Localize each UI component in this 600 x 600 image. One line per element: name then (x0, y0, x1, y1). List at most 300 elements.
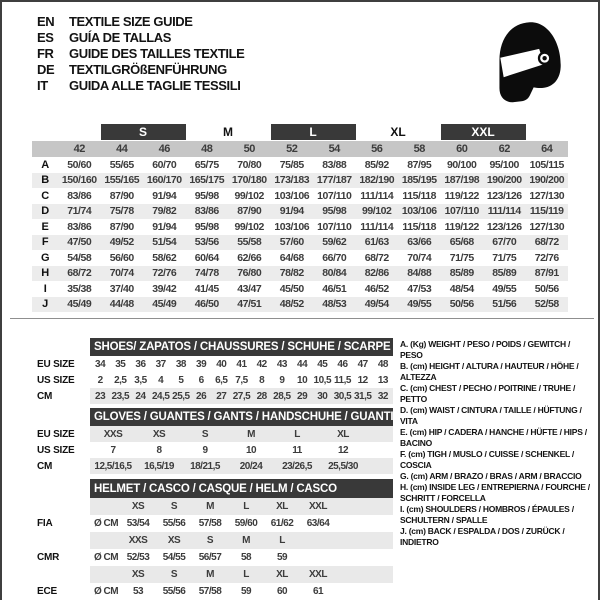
value-cell: 65/75 (194, 158, 219, 171)
row-letter: F (41, 236, 49, 249)
value-cell: 41 (236, 358, 247, 370)
value-cell: 43 (276, 358, 287, 370)
value-cell: 190/200 (486, 174, 522, 187)
helmet-row-labels (37, 498, 89, 600)
value-cell: 107/110 (444, 205, 479, 218)
value-cell: 54/58 (67, 251, 92, 264)
table-row (32, 235, 568, 251)
row-label: US SIZE (37, 374, 75, 386)
value-cell: 7,5 (235, 374, 248, 386)
size-header-cell: 48 (201, 143, 213, 155)
section-divider (10, 318, 594, 319)
table-row (32, 219, 568, 235)
value-cell: 71/74 (67, 205, 92, 218)
value-cell: 111/114 (360, 220, 394, 233)
size-header-cell: 46 (158, 143, 170, 155)
gloves-table-title: GLOVES / GUANTES / GANTS / HANDSCHUHE / GUANTI (90, 408, 393, 426)
value-cell: 9 (202, 444, 208, 456)
value-cell: 60/70 (152, 158, 177, 171)
table-row (32, 281, 568, 297)
row-letter: E (41, 220, 49, 233)
size-group-m: M (223, 125, 233, 139)
value-cell: 26 (196, 390, 207, 402)
value-cell: 37/40 (109, 282, 134, 295)
value-cell: 58/62 (152, 251, 177, 264)
table-row (90, 458, 393, 474)
language-row (37, 61, 244, 77)
value-cell: 48 (377, 358, 388, 370)
value-cell: 30,5 (333, 390, 352, 402)
value-cell: M (247, 428, 255, 440)
value-cell: 127/130 (529, 220, 565, 233)
legend-item: E. (cm) HIP / CADERA / HANCHE / HÜFTE / HIPS / BACINO (400, 427, 587, 448)
value-cell: 70/74 (109, 267, 134, 280)
value-cell: 119/122 (444, 220, 479, 233)
legend-item: B. (cm) HEIGHT / ALTURA / HAUTEUR / HÖHE / ALTEZZA (400, 361, 579, 382)
size-header-cell: S (206, 535, 214, 546)
shoes-row-labels (37, 356, 89, 404)
value-cell: 6 (198, 374, 204, 386)
value-cell: 75/78 (109, 205, 134, 218)
value-cell: 72/76 (534, 251, 559, 264)
value-cell: 68/72 (67, 267, 92, 280)
table-row (90, 442, 393, 458)
value-cell: 54/55 (162, 552, 186, 563)
value-cell: 30 (317, 390, 328, 402)
value-cell: 55/65 (109, 158, 134, 171)
language-row (37, 13, 244, 29)
value-cell: 11 (292, 444, 302, 456)
table-row (90, 426, 393, 442)
legend-item: F. (cm) TIGH / MUSLO / CUISSE / SCHENKEL / COSCIA (400, 449, 575, 470)
value-cell: 55/56 (162, 518, 186, 529)
language-title: TEXTILGRÖßENFÜHRUNG (69, 61, 227, 77)
row-label: CM (37, 390, 53, 402)
value-cell: 99/102 (234, 189, 264, 202)
table-row (32, 157, 568, 173)
size-header-cell: 42 (73, 143, 85, 155)
value-cell: 53/56 (194, 236, 219, 249)
value-cell: 7 (110, 444, 116, 456)
measurement-rows (32, 157, 568, 312)
value-cell: 83/86 (67, 220, 92, 233)
size-header-cell: 60 (456, 143, 468, 155)
size-header-cell: M (242, 535, 250, 546)
language-title: GUÍA DE TALLAS (69, 29, 172, 45)
value-cell: 46/51 (322, 282, 347, 295)
value-cell: 99/102 (362, 205, 392, 218)
size-header-cell: 52 (286, 143, 298, 155)
row-label: US SIZE (37, 444, 75, 456)
value-cell: 34 (95, 358, 106, 370)
value-cell: 41/45 (194, 282, 219, 295)
legend-item: D. (cm) WAIST / CINTURA / TAILLE / HÜFTUNG / VITA (400, 405, 582, 426)
value-cell: L (294, 428, 300, 440)
value-cell: 55/58 (237, 236, 262, 249)
value-cell: 91/94 (152, 220, 177, 233)
value-cell: 52/58 (534, 298, 559, 311)
legend-item: C. (cm) CHEST / PECHO / POITRINE / TRUHE / PETTO (400, 383, 576, 404)
gloves-row-labels (37, 426, 89, 474)
value-cell: 50/56 (449, 298, 474, 311)
size-header-cell: XXS (128, 535, 148, 546)
value-cell: 85/89 (449, 267, 474, 280)
value-cell: 56/57 (198, 552, 222, 563)
value-cell: 23/26,5 (282, 460, 312, 472)
language-row (37, 77, 244, 93)
value-cell: 177/187 (316, 174, 352, 187)
helmet-icon (491, 18, 567, 106)
size-header-cell: 44 (116, 143, 128, 155)
value-cell: 91/94 (152, 189, 177, 202)
value-cell: 49/54 (364, 298, 389, 311)
row-letter: C (41, 189, 49, 202)
value-cell: 24,5 (151, 390, 170, 402)
legend-item: A. (Kg) WEIGHT / PESO / POIDS / GEWITCH / PESO (400, 339, 571, 360)
value-cell: 42 (256, 358, 267, 370)
value-cell: 59 (276, 552, 288, 563)
language-code: DE (37, 61, 55, 77)
value-cell: 31,5 (353, 390, 372, 402)
gloves-table (90, 408, 393, 474)
value-cell: 8 (156, 444, 162, 456)
value-cell: 39/42 (152, 282, 177, 295)
value-cell: 103/106 (274, 220, 310, 233)
value-cell: 45/50 (279, 282, 304, 295)
size-header-cell: XS (131, 501, 145, 512)
helmet-size-row (90, 532, 393, 549)
size-header-cell: L (243, 501, 249, 512)
value-cell: 74/78 (194, 267, 219, 280)
shoes-table (90, 338, 393, 404)
value-cell: 95/100 (489, 158, 519, 171)
value-cell: XS (152, 428, 166, 440)
value-cell: 123/126 (486, 189, 522, 202)
textile-size-table (32, 123, 568, 312)
language-code: FR (37, 45, 54, 61)
value-cell: 165/175 (189, 174, 225, 187)
value-cell: 38 (175, 358, 186, 370)
size-header-cell: M (206, 569, 214, 580)
row-letter: B (41, 174, 49, 187)
value-cell: 9 (279, 374, 285, 386)
value-cell: 53 (132, 586, 144, 597)
value-cell: 20/24 (239, 460, 263, 472)
value-cell: 25,5/30 (328, 460, 358, 472)
language-row (37, 29, 244, 45)
size-header-cell: 50 (243, 143, 255, 155)
size-header-cell: 64 (541, 143, 553, 155)
unit-cell: Ø CM (94, 586, 119, 597)
value-cell: 60 (276, 586, 288, 597)
value-cell: 85/89 (492, 267, 517, 280)
size-header-cell: 56 (371, 143, 383, 155)
value-cell: 187/198 (444, 174, 480, 187)
value-cell: 4 (158, 374, 164, 386)
value-cell: 49/55 (492, 282, 517, 295)
value-cell: 27,5 (232, 390, 251, 402)
value-cell: 44/48 (109, 298, 134, 311)
value-cell: 51/54 (152, 236, 177, 249)
value-cell: 44 (297, 358, 308, 370)
row-label: ECE (37, 586, 57, 597)
helmet-table (90, 479, 393, 600)
value-cell: 16,5/19 (144, 460, 174, 472)
value-cell: 127/130 (529, 189, 565, 202)
value-cell: 61 (312, 586, 324, 597)
size-header-cell: XS (131, 569, 145, 580)
language-title-list (37, 13, 244, 93)
value-cell: 46 (337, 358, 348, 370)
language-row (37, 45, 244, 61)
legend-item: H. (cm) INSIDE LEG / ENTREPIERNA / FOURCHE / SCHRITT / FORCELLA (400, 482, 590, 503)
size-header-cell: XXL (309, 501, 327, 512)
size-group-xxl: XXL (441, 124, 526, 140)
value-cell: 70/80 (237, 158, 262, 171)
value-cell: 87/91 (534, 267, 559, 280)
language-code: ES (37, 29, 54, 45)
value-cell: 111/114 (487, 205, 521, 218)
value-cell: 58 (240, 552, 252, 563)
empty-cell (90, 566, 120, 583)
value-cell: 46/52 (364, 282, 389, 295)
table-row (32, 173, 568, 189)
value-cell: 83/88 (322, 158, 347, 171)
corner-cell (32, 141, 58, 157)
value-cell: 8 (259, 374, 265, 386)
value-cell: 55/56 (162, 586, 186, 597)
size-header-cell: XXL (309, 569, 327, 580)
spacer (37, 498, 89, 515)
value-cell: 35/38 (67, 282, 92, 295)
row-letter: A (41, 158, 49, 171)
value-cell: 70/74 (407, 251, 432, 264)
value-cell: 11,5 (334, 374, 351, 386)
value-cell: 18/21,5 (190, 460, 220, 472)
value-cell: 76/80 (237, 267, 262, 280)
value-cell: 47/50 (67, 236, 92, 249)
value-cell: 2 (97, 374, 103, 386)
value-cell: 50/56 (534, 282, 559, 295)
value-cell: 71/75 (492, 251, 517, 264)
value-cell: 115/118 (402, 220, 437, 233)
value-cell: XXS (103, 428, 123, 440)
value-cell: 45/49 (152, 298, 177, 311)
helmet-value-row (90, 583, 393, 600)
value-cell: 87/90 (109, 220, 134, 233)
value-cell: 107/110 (317, 189, 352, 202)
value-cell: 173/183 (274, 174, 310, 187)
value-cell: 43/47 (237, 282, 262, 295)
value-cell: 111/114 (360, 189, 394, 202)
value-cell: 83/86 (67, 189, 92, 202)
size-header-cell: 62 (498, 143, 510, 155)
value-cell: 51/56 (492, 298, 517, 311)
value-cell: 13 (377, 374, 388, 386)
value-cell: 47/51 (237, 298, 262, 311)
value-cell: 85/92 (364, 158, 389, 171)
value-cell: 59 (240, 586, 252, 597)
size-header-cell: L (243, 569, 249, 580)
language-code: IT (37, 77, 48, 93)
value-cell: 63/64 (306, 518, 330, 529)
value-cell: 105/115 (529, 158, 564, 171)
value-cell: 10 (245, 444, 257, 456)
value-cell: 12,5/16,5 (94, 460, 132, 472)
value-cell: 68/72 (364, 251, 389, 264)
value-cell: 2,5 (114, 374, 127, 386)
value-cell: 123/126 (486, 220, 522, 233)
value-cell: 39 (196, 358, 207, 370)
value-cell: 87/90 (237, 205, 262, 218)
language-code: EN (37, 13, 55, 29)
value-cell: XL (337, 428, 349, 440)
value-cell: 5 (178, 374, 184, 386)
table-row (90, 372, 393, 388)
value-cell: 48/54 (449, 282, 474, 295)
unit-cell: Ø CM (94, 518, 119, 529)
size-header-cell (300, 532, 336, 549)
measurement-legend (400, 339, 594, 548)
value-cell: 115/118 (402, 189, 437, 202)
value-cell: 59/62 (322, 236, 347, 249)
helmet-size-row (90, 498, 393, 515)
table-row (32, 204, 568, 220)
language-title: GUIDE DES TAILLES TEXTILE (69, 45, 245, 61)
value-cell (300, 549, 336, 566)
value-cell: 62/66 (237, 251, 262, 264)
row-letter: D (41, 205, 49, 218)
table-row (32, 188, 568, 204)
row-label: EU SIZE (37, 358, 75, 370)
unit-cell: Ø CM (94, 552, 119, 563)
value-cell: 40 (216, 358, 227, 370)
value-cell: 107/110 (317, 220, 352, 233)
value-cell: 35 (115, 358, 126, 370)
value-cell: 155/165 (104, 174, 140, 187)
value-cell: 52/53 (126, 552, 150, 563)
value-cell: 53/54 (126, 518, 150, 529)
value-cell: 66/70 (322, 251, 347, 264)
row-letter: G (40, 251, 50, 264)
size-header-cell: 58 (413, 143, 425, 155)
empty-cell (90, 532, 120, 549)
value-cell: 48/52 (279, 298, 304, 311)
value-cell: 150/160 (61, 174, 97, 187)
value-cell: 190/200 (529, 174, 565, 187)
legend-item: J. (cm) BACK / ESPALDA / DOS / ZURÜCK / INDIETRO (400, 526, 565, 547)
value-cell: 182/190 (359, 174, 395, 187)
size-header-cell: S (170, 501, 178, 512)
value-cell: 103/106 (274, 189, 310, 202)
value-cell: 12 (357, 374, 368, 386)
value-cell: 82/86 (364, 267, 389, 280)
value-cell: 23,5 (111, 390, 130, 402)
value-cell: 84/88 (407, 267, 432, 280)
value-cell: 45 (317, 358, 328, 370)
table-row (32, 250, 568, 266)
legend-item: G. (cm) ARM / BRAZO / BRAS / ARM / BRACCIO (400, 471, 582, 481)
value-cell: 95/98 (194, 220, 219, 233)
size-header-cell: L (279, 535, 285, 546)
value-cell: 61/62 (270, 518, 294, 529)
value-cell: 80/84 (322, 267, 347, 280)
size-group-xl: XL (390, 125, 406, 139)
table-row (32, 266, 568, 282)
shoes-table-title: SHOES/ ZAPATOS / CHAUSSURES / SCHUHE / SCARPE (90, 338, 393, 356)
spacer (37, 566, 89, 583)
value-cell: 28,5 (273, 390, 291, 402)
value-cell: 56/60 (109, 251, 134, 264)
value-cell: 71/75 (449, 251, 474, 264)
value-cell: 79/82 (152, 205, 177, 218)
row-letter: J (42, 298, 48, 311)
value-cell: 28 (256, 390, 267, 402)
value-cell: 6,5 (215, 374, 228, 386)
value-cell: 12 (337, 444, 349, 456)
value-cell: 99/102 (234, 220, 264, 233)
value-cell: 95/98 (322, 205, 347, 218)
value-cell: 64/68 (279, 251, 304, 264)
row-label: CMR (37, 552, 60, 563)
value-cell: 32 (377, 390, 388, 402)
value-cell: 115/119 (529, 205, 564, 218)
table-row (90, 356, 393, 372)
size-group-l: L (271, 124, 356, 140)
value-cell: 36 (135, 358, 146, 370)
row-letter: H (41, 267, 49, 280)
value-cell: 160/170 (146, 174, 182, 187)
value-cell: 63/66 (407, 236, 432, 249)
value-cell: 61/63 (364, 236, 389, 249)
row-label: CM (37, 460, 53, 472)
helmet-table-title: HELMET / CASCO / CASQUE / HELM / CASCO (90, 479, 393, 498)
value-cell: 103/106 (401, 205, 437, 218)
value-cell: 87/95 (407, 158, 432, 171)
value-cell: 57/60 (279, 236, 304, 249)
value-cell: 37 (155, 358, 166, 370)
language-title: GUIDA ALLE TAGLIE TESSILI (69, 77, 241, 93)
value-cell: 95/98 (194, 189, 219, 202)
size-group-row (32, 123, 568, 141)
value-cell: 47 (357, 358, 368, 370)
value-cell: 47/53 (407, 282, 432, 295)
value-cell: 59/60 (234, 518, 258, 529)
value-cell: 50/60 (67, 158, 92, 171)
value-cell: 78/82 (279, 267, 304, 280)
size-group-s: S (101, 124, 186, 140)
value-cell: 91/94 (279, 205, 304, 218)
value-cell: 57/58 (198, 518, 222, 529)
value-cell: 24 (135, 390, 146, 402)
value-cell: 49/55 (407, 298, 432, 311)
value-cell: 119/122 (444, 189, 479, 202)
value-cell: 48/53 (322, 298, 347, 311)
value-cell: 90/100 (447, 158, 477, 171)
helmet-value-row (90, 515, 393, 532)
value-cell: 72/76 (152, 267, 177, 280)
size-header-cell: 54 (328, 143, 340, 155)
value-cell: 49/52 (109, 236, 134, 249)
value-cell: 25,5 (172, 390, 190, 402)
size-header-cell: M (206, 501, 214, 512)
value-cell: 185/195 (401, 174, 437, 187)
value-cell: 83/86 (194, 205, 219, 218)
value-cell: 75/85 (279, 158, 304, 171)
value-cell: 10 (297, 374, 308, 386)
size-number-row (32, 141, 568, 157)
table-row (32, 297, 568, 313)
